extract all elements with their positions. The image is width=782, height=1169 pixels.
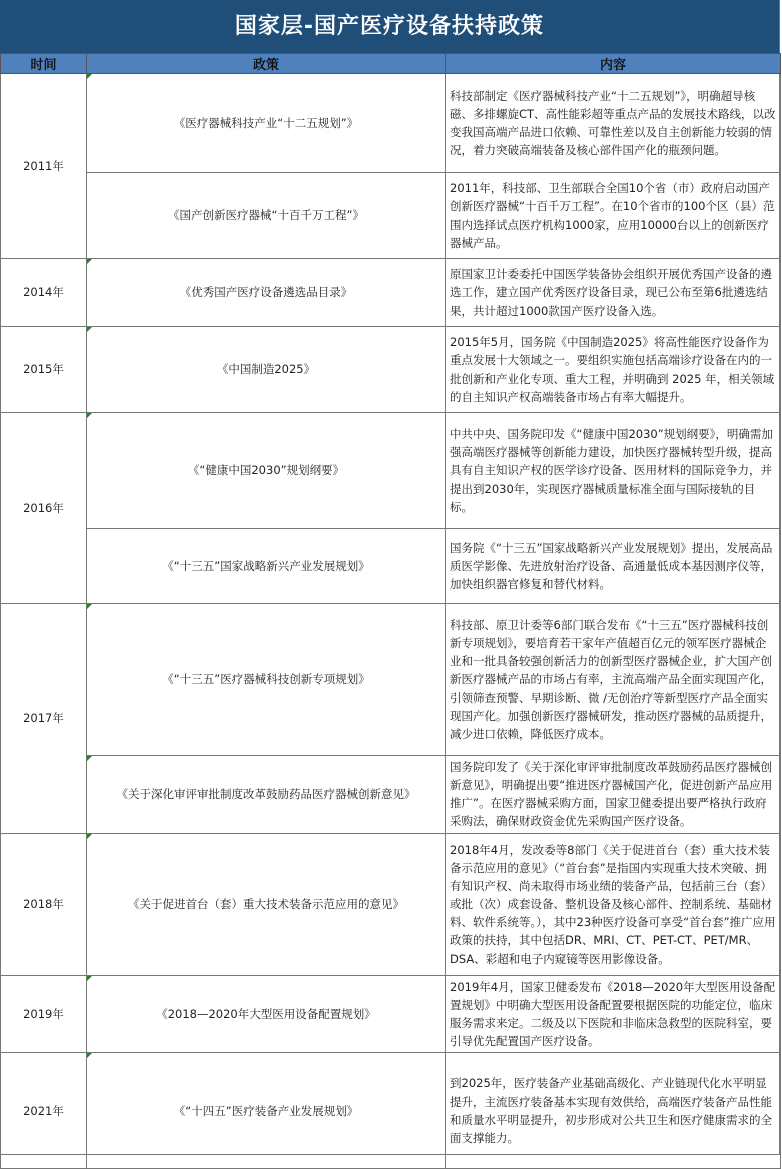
policy-text: 《“十三五”国家战略新兴产业发展规划》 — [162, 558, 370, 573]
cell-comment-marker — [87, 976, 92, 981]
policy-text: 《2018—2020年大型医用设备配置规划》 — [156, 1006, 376, 1021]
policy-cell — [87, 327, 446, 413]
policy-text: 《优秀国产医疗设备遴选品目录》 — [179, 285, 353, 300]
content-cell: 2015年5月，国务院《中国制造2025》将高性能医疗设备作为重点发展十大领域之一。要组织实施包括高端诊疗设备在内的一批创新和产业化专项、重大工程，并明确到 2025 年，相关领域的自主知识产权高端装备市场占有率大幅提升。 — [446, 327, 781, 413]
policy-text: 《“健康中国2030”规划纲要》 — [187, 463, 345, 478]
policy-cell — [87, 173, 446, 259]
content-cell: 中共中央、国务院印发《“健康中国2030”规划纲要》，明确需加强高端医疗器械等创新能力建设，加快医疗器械转型升级，提高具有自主知识产权的医学诊疗设备、医用材料的国际竞争力，并提出到2030年，实现医疗器械质量标准全面与国际接轨的目标。 — [446, 413, 781, 529]
cell-comment-marker — [87, 604, 92, 609]
year-cell: 2019年 — [1, 975, 87, 1053]
year-cell: 2021年 — [1, 1053, 87, 1169]
policy-text: 《“十四五”医疗装备产业发展规划》 — [173, 1103, 359, 1118]
content-cell: 2019年4月，国家卫健委发布《2018—2020年大型医用设备配置规划》中明确大型医用设备配置要根据医院的功能定位，临床服务需求来定。二级及以下医院和非临床急救型的医院科室，要引导优先配置国产医疗设备。 — [446, 975, 781, 1053]
content-cell: 科技部、原卫计委等6部门联合发布《“十三五”医疗器械科技创新专项规划》，要培育若干家年产值超百亿元的领军医疗器械企业和一批具备较强创新活力的创新型医疗器械企业，扩大国产创新医疗器械产品的市场占有率，主流高端产品全面实现国产化，引领筛查预警、早期诊断、微 /无创治疗等新型医疗产品全面实现国产化。加强创新医疗器械研发，推动医疗器械的品质提升，减少进口依赖，降低医疗成本。 — [446, 604, 781, 756]
policy-cell — [87, 756, 446, 834]
table-row — [1, 975, 781, 1053]
cell-comment-marker — [87, 756, 92, 761]
policy-cell — [87, 975, 446, 1053]
policy-cell — [87, 833, 446, 975]
policy-text: 《“十三五”医疗器械科技创新专项规划》 — [162, 672, 370, 687]
year-cell: 2017年 — [1, 604, 87, 834]
cell-comment-marker — [87, 1053, 92, 1058]
policy-table — [0, 53, 781, 1169]
content-cell: 国务院《“十三五”国家战略新兴产业发展规划》提出，发展高品质医学影像、先进放射治疗设备、高通量低成本基因测序仪等，加快组织器官修复和替代材料。 — [446, 529, 781, 604]
policy-cell — [87, 413, 446, 529]
page-title: 国家层-国产医疗设备扶持政策 — [0, 0, 779, 53]
table-row — [1, 259, 781, 327]
cell-comment-marker — [87, 259, 92, 264]
table-row — [1, 833, 781, 975]
cell-comment-marker — [87, 834, 92, 839]
policy-cell — [87, 74, 446, 173]
table-row — [1, 413, 781, 529]
header-policy: 政策 — [87, 54, 446, 74]
header-time: 时间 — [1, 54, 87, 74]
year-cell: 2016年 — [1, 413, 87, 604]
table-row — [1, 756, 781, 834]
content-cell: 原国家卫计委委托中国医学装备协会组织开展优秀国产设备的遴选工作，建立国产优秀医疗设备目录，现已公布至第6批遴选结果，共计超过1000款国产医疗设备入选。 — [446, 259, 781, 327]
policy-text: 《医疗器械科技产业“十二五规划”》 — [173, 115, 359, 130]
policy-text: 《国产创新医疗器械“十百千万工程”》 — [168, 208, 364, 223]
header-content: 内容 — [446, 54, 781, 74]
year-cell: 2018年 — [1, 833, 87, 975]
content-cell: 国务院印发了《关于深化审评审批制度改革鼓励药品医疗器械创新意见》，明确提出要“推进医疗器械国产化，促进创新产品应用推广”。在医疗器械采购方面，国家卫健委提出要严格执行政府采购法，确保财政资金优先采购国产医疗设备。 — [446, 756, 781, 834]
header-row — [1, 54, 781, 74]
content-cell: 科技部制定《医疗器械科技产业“十二五规划”》，明确超导核磁、多排螺旋CT、高性能彩超等重点产品的发展技术路线，以改变我国高端产品进口依赖、可靠性差以及自主创新能力较弱的情况，着力突破高端装备及核心部件国产化的瓶颈问题。 — [446, 74, 781, 173]
content-cell: 2011年，科技部、卫生部联合全国10个省（市）政府启动国产创新医疗器械“十百千万工程”。在10个省市的100个区（县）范围内选择试点医疗机构1000家，应用10000台以上的创新医疗器械产品。 — [446, 173, 781, 259]
policy-cell — [87, 259, 446, 327]
table-row — [1, 173, 781, 259]
table-row — [1, 1053, 781, 1169]
cell-comment-marker — [87, 74, 92, 79]
year-cell: 2014年 — [1, 259, 87, 327]
policy-text: 《关于促进首台（套）重大技术装备示范应用的意见》 — [128, 897, 404, 912]
policy-text: 《关于深化审评审批制度改革鼓励药品医疗器械创新意见》 — [116, 787, 416, 802]
content-cell: 到2025年，医疗装备产业基础高级化、产业链现代化水平明显提升，主流医疗装备基本实现有效供给，高端医疗装备产品性能和质量水平明显提升，初步形成对公共卫生和医疗健康需求的全面支撑能力。 — [446, 1053, 781, 1169]
table-row — [1, 74, 781, 173]
policy-cell — [87, 529, 446, 604]
policy-text: 《中国制造2025》 — [216, 362, 316, 377]
table-row — [1, 529, 781, 604]
cell-comment-marker — [87, 327, 92, 332]
policy-cell — [87, 604, 446, 756]
table-row — [1, 327, 781, 413]
year-cell: 2015年 — [1, 327, 87, 413]
cell-comment-marker — [87, 413, 92, 418]
content-cell: 2018年4月，发改委等8部门《关于促进首台（套）重大技术装备示范应用的意见》（“首台套”是指国内实现重大技术突破、拥有知识产权、尚未取得市场业绩的装备产品，包括前三台（套）或批（次）成套设备、整机设备及核心部件、控制系统、基础材料、软件系统等。），其中23种医疗设备可享受“首台套”推广应用政策的扶持，其中包括DR、MRI、CT、PET-CT、PET/MR、DSA、彩超和电子内窥镜等医用影像设备。 — [446, 833, 781, 975]
table-row — [1, 604, 781, 756]
year-cell: 2011年 — [1, 74, 87, 259]
policy-cell — [87, 1053, 446, 1169]
